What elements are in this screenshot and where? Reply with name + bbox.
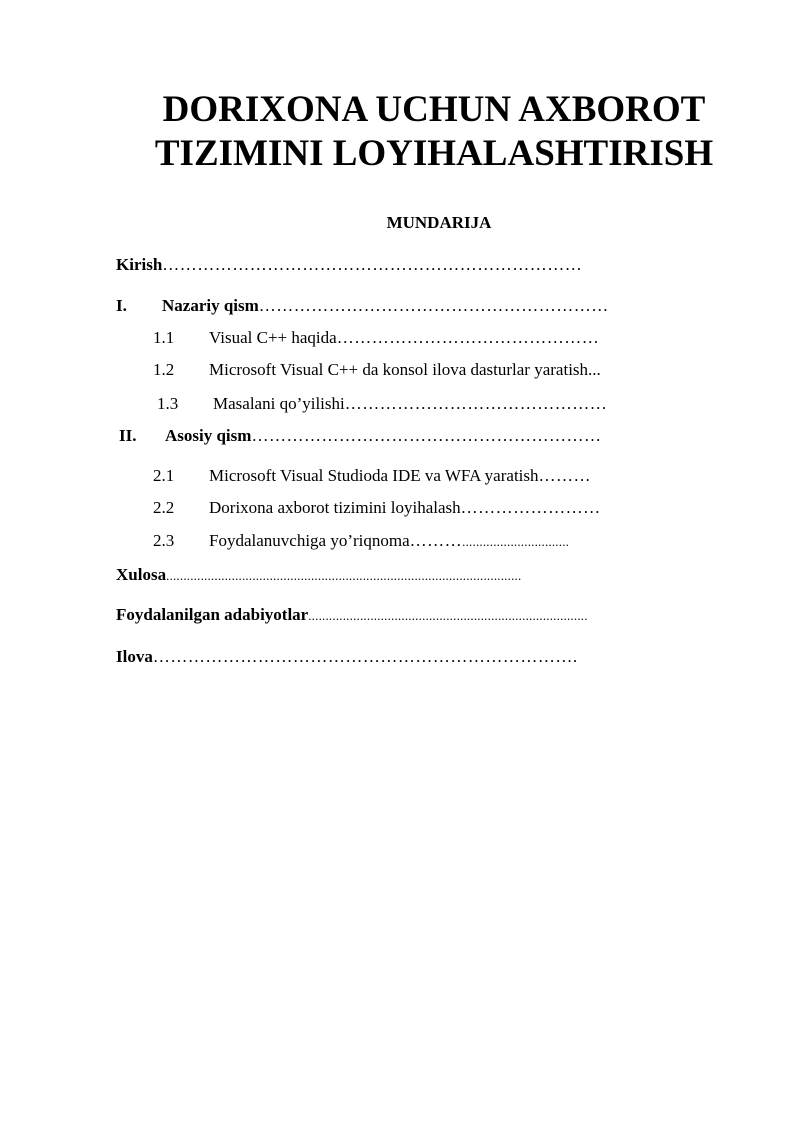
toc-entry-xulosa	[116, 565, 521, 585]
toc-entry-part-1	[116, 296, 609, 316]
toc-label: Dorixona axborot tizimini loyihalash	[209, 498, 461, 517]
toc-label: Nazariy qism	[162, 296, 259, 315]
toc-label: Foydalanuvchiga yo’riqnoma	[209, 531, 410, 550]
toc-number: 2.2	[153, 498, 175, 517]
toc-label: Microsoft Visual C++ da konsol ilova dasturlar yaratish	[209, 360, 589, 379]
toc-leader: ……………………………………………………………….	[152, 647, 578, 666]
toc-number: 1.1	[153, 328, 175, 347]
toc-number: 2.3	[153, 531, 175, 550]
toc-entry-2-3	[153, 531, 569, 551]
toc-entry-2-1	[153, 466, 591, 486]
toc-label: Kirish	[116, 255, 163, 274]
toc-leader: ……………………	[460, 498, 601, 517]
toc-leader: ………………………………………	[344, 394, 608, 413]
toc-entry-adabiyotlar	[116, 605, 588, 625]
toc-label: Ilova	[116, 647, 153, 666]
toc-entry-1-3	[157, 394, 607, 414]
title-line-2: TIZIMINI LOYIHALASHTIRISH	[154, 133, 714, 174]
toc-leader: ……………………………………………………	[251, 426, 602, 445]
toc-label: Xulosa	[116, 565, 167, 584]
toc-number: 1.2	[153, 360, 175, 379]
toc-heading: MUNDARIJA	[386, 213, 492, 232]
toc-entry-2-2	[153, 498, 601, 518]
toc-entry-kirish	[116, 255, 582, 275]
toc-leader-small: ...............................	[462, 534, 570, 549]
document-title	[120, 88, 748, 176]
toc-leader-small: .................................................................................	[308, 608, 588, 623]
toc-leader: ………………………………………	[336, 328, 600, 347]
toc-number: II.	[119, 426, 137, 445]
toc-label: Asosiy qism	[165, 426, 252, 445]
toc-leader: ……………………………………………………	[258, 296, 609, 315]
toc-number: 2.1	[153, 466, 175, 485]
toc-number: 1.3	[157, 394, 179, 413]
toc-entry-ilova	[116, 647, 578, 667]
toc-leader: ………	[409, 531, 463, 550]
toc-leader: ………	[538, 466, 591, 485]
toc-label: Masalani qo’yilishi	[213, 394, 345, 413]
toc-label: Foydalanilgan adabiyotlar	[116, 605, 309, 624]
toc-entry-1-1	[153, 328, 599, 348]
toc-label: Visual C++ haqida	[209, 328, 337, 347]
toc-entry-1-2	[153, 360, 601, 380]
toc-entry-part-2	[119, 426, 601, 446]
title-line-1: DORIXONA UCHUN AXBOROT	[162, 89, 706, 130]
toc-leader-small: .......................................................................................................	[166, 568, 522, 583]
toc-leader: ………………………………………………………………	[162, 255, 583, 274]
toc-label: Microsoft Visual Studioda IDE va WFA yaratish	[209, 466, 539, 485]
toc-leader: ...	[588, 360, 601, 379]
toc-number: I.	[116, 296, 127, 315]
